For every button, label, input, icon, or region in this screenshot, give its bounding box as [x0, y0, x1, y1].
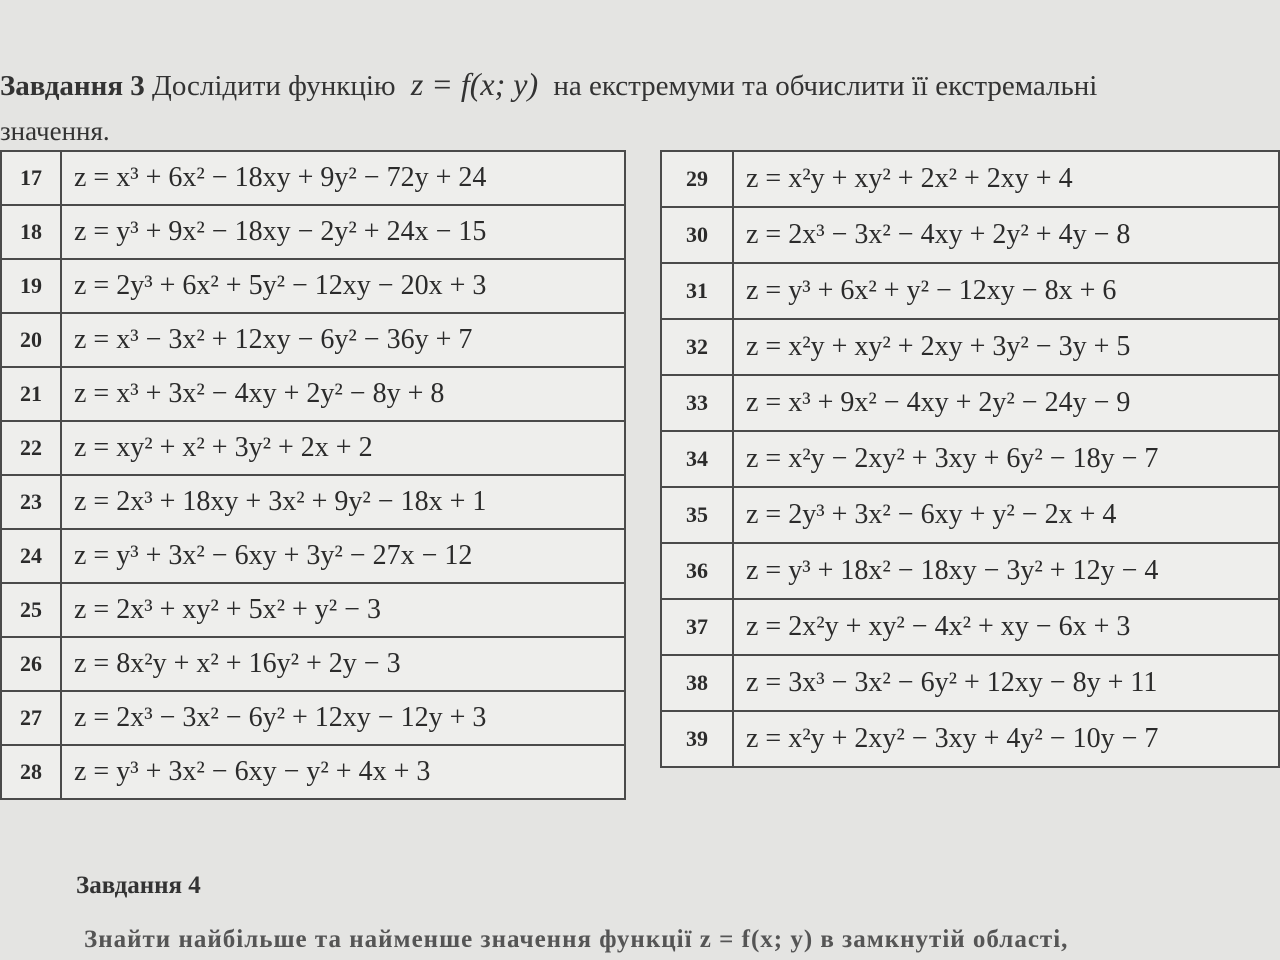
- variant-number: 17: [1, 151, 61, 205]
- variant-number: 30: [661, 207, 733, 263]
- variant-number: 39: [661, 711, 733, 767]
- variant-function: z = x²y − 2xy² + 3xy + 6y² − 18y − 7: [733, 431, 1279, 487]
- variant-function: z = 2x³ − 3x² − 6y² + 12xy − 12y + 3: [61, 691, 625, 745]
- variant-function: z = y³ + 18x² − 18xy − 3y² + 12y − 4: [733, 543, 1279, 599]
- variant-function: z = 8x²y + x² + 16y² + 2y − 3: [61, 637, 625, 691]
- table-row: [1, 313, 625, 367]
- table-row: [661, 375, 1279, 431]
- table-row: [1, 421, 625, 475]
- table-row: [661, 543, 1279, 599]
- task3-label: Завдання 3: [0, 70, 145, 102]
- table-row: [661, 319, 1279, 375]
- task3-heading: [0, 66, 1097, 103]
- variant-function: z = 2x²y + xy² − 4x² + xy − 6x + 3: [733, 599, 1279, 655]
- variant-number: 33: [661, 375, 733, 431]
- variant-function: z = 2y³ + 3x² − 6xy + y² − 2x + 4: [733, 487, 1279, 543]
- variant-number: 29: [661, 151, 733, 207]
- table-row: [1, 205, 625, 259]
- variant-function: z = y³ + 9x² − 18xy − 2y² + 24x − 15: [61, 205, 625, 259]
- variant-number: 20: [1, 313, 61, 367]
- variant-function: z = x²y + 2xy² − 3xy + 4y² − 10y − 7: [733, 711, 1279, 767]
- table-row: [661, 151, 1279, 207]
- variant-function: z = x³ + 6x² − 18xy + 9y² − 72y + 24: [61, 151, 625, 205]
- table-row: [1, 151, 625, 205]
- table-row: [1, 583, 625, 637]
- variant-number: 25: [1, 583, 61, 637]
- variant-function: z = xy² + x² + 3y² + 2x + 2: [61, 421, 625, 475]
- left-variants-table: [0, 150, 626, 800]
- table-row: [1, 691, 625, 745]
- variant-number: 31: [661, 263, 733, 319]
- variant-function: z = 2x³ + 18xy + 3x² + 9y² − 18x + 1: [61, 475, 625, 529]
- variant-number: 36: [661, 543, 733, 599]
- table-row: [661, 599, 1279, 655]
- variant-function: z = y³ + 3x² − 6xy − y² + 4x + 3: [61, 745, 625, 799]
- variant-number: 35: [661, 487, 733, 543]
- table-row: [661, 711, 1279, 767]
- table-row: [1, 475, 625, 529]
- variant-function: z = 2x³ + xy² + 5x² + y² − 3: [61, 583, 625, 637]
- task3-function: z = f(x; y): [410, 66, 539, 102]
- table-row: [1, 259, 625, 313]
- variant-function: z = y³ + 3x² − 6xy + 3y² − 27x − 12: [61, 529, 625, 583]
- variant-function: z = 2y³ + 6x² + 5y² − 12xy − 20x + 3: [61, 259, 625, 313]
- variant-number: 22: [1, 421, 61, 475]
- variant-function: z = x³ − 3x² + 12xy − 6y² − 36y + 7: [61, 313, 625, 367]
- variant-number: 26: [1, 637, 61, 691]
- variant-number: 19: [1, 259, 61, 313]
- table-row: [1, 367, 625, 421]
- variant-number: 32: [661, 319, 733, 375]
- table-row: [661, 487, 1279, 543]
- variant-function: z = x²y + xy² + 2xy + 3y² − 3y + 5: [733, 319, 1279, 375]
- variant-number: 28: [1, 745, 61, 799]
- table-row: [1, 637, 625, 691]
- table-row: [1, 529, 625, 583]
- variant-number: 24: [1, 529, 61, 583]
- variant-function: z = y³ + 6x² + y² − 12xy − 8x + 6: [733, 263, 1279, 319]
- variant-number: 38: [661, 655, 733, 711]
- task4-text: Знайти найбільше та найменше значення функції z = f(x; y) в замкнутій області,: [84, 926, 1069, 953]
- variant-function: z = 2x³ − 3x² − 4xy + 2y² + 4y − 8: [733, 207, 1279, 263]
- task3-text-before: Дослідити функцію: [152, 70, 396, 102]
- variant-function: z = 3x³ − 3x² − 6y² + 12xy − 8y + 11: [733, 655, 1279, 711]
- variant-number: 18: [1, 205, 61, 259]
- table-row: [661, 431, 1279, 487]
- task4-label: Завдання 4: [76, 872, 201, 899]
- variant-function: z = x³ + 3x² − 4xy + 2y² − 8y + 8: [61, 367, 625, 421]
- task3-text-after: на екстремуми та обчислити її екстремальні: [553, 70, 1098, 102]
- variant-number: 23: [1, 475, 61, 529]
- variant-number: 27: [1, 691, 61, 745]
- variant-function: z = x²y + xy² + 2x² + 2xy + 4: [733, 151, 1279, 207]
- table-row: [1, 745, 625, 799]
- table-row: [661, 655, 1279, 711]
- variant-number: 21: [1, 367, 61, 421]
- right-variants-table: [660, 150, 1280, 768]
- table-row: [661, 207, 1279, 263]
- variant-number: 37: [661, 599, 733, 655]
- variant-number: 34: [661, 431, 733, 487]
- table-row: [661, 263, 1279, 319]
- variant-function: z = x³ + 9x² − 4xy + 2y² − 24y − 9: [733, 375, 1279, 431]
- task3-continuation: значення.: [0, 116, 110, 146]
